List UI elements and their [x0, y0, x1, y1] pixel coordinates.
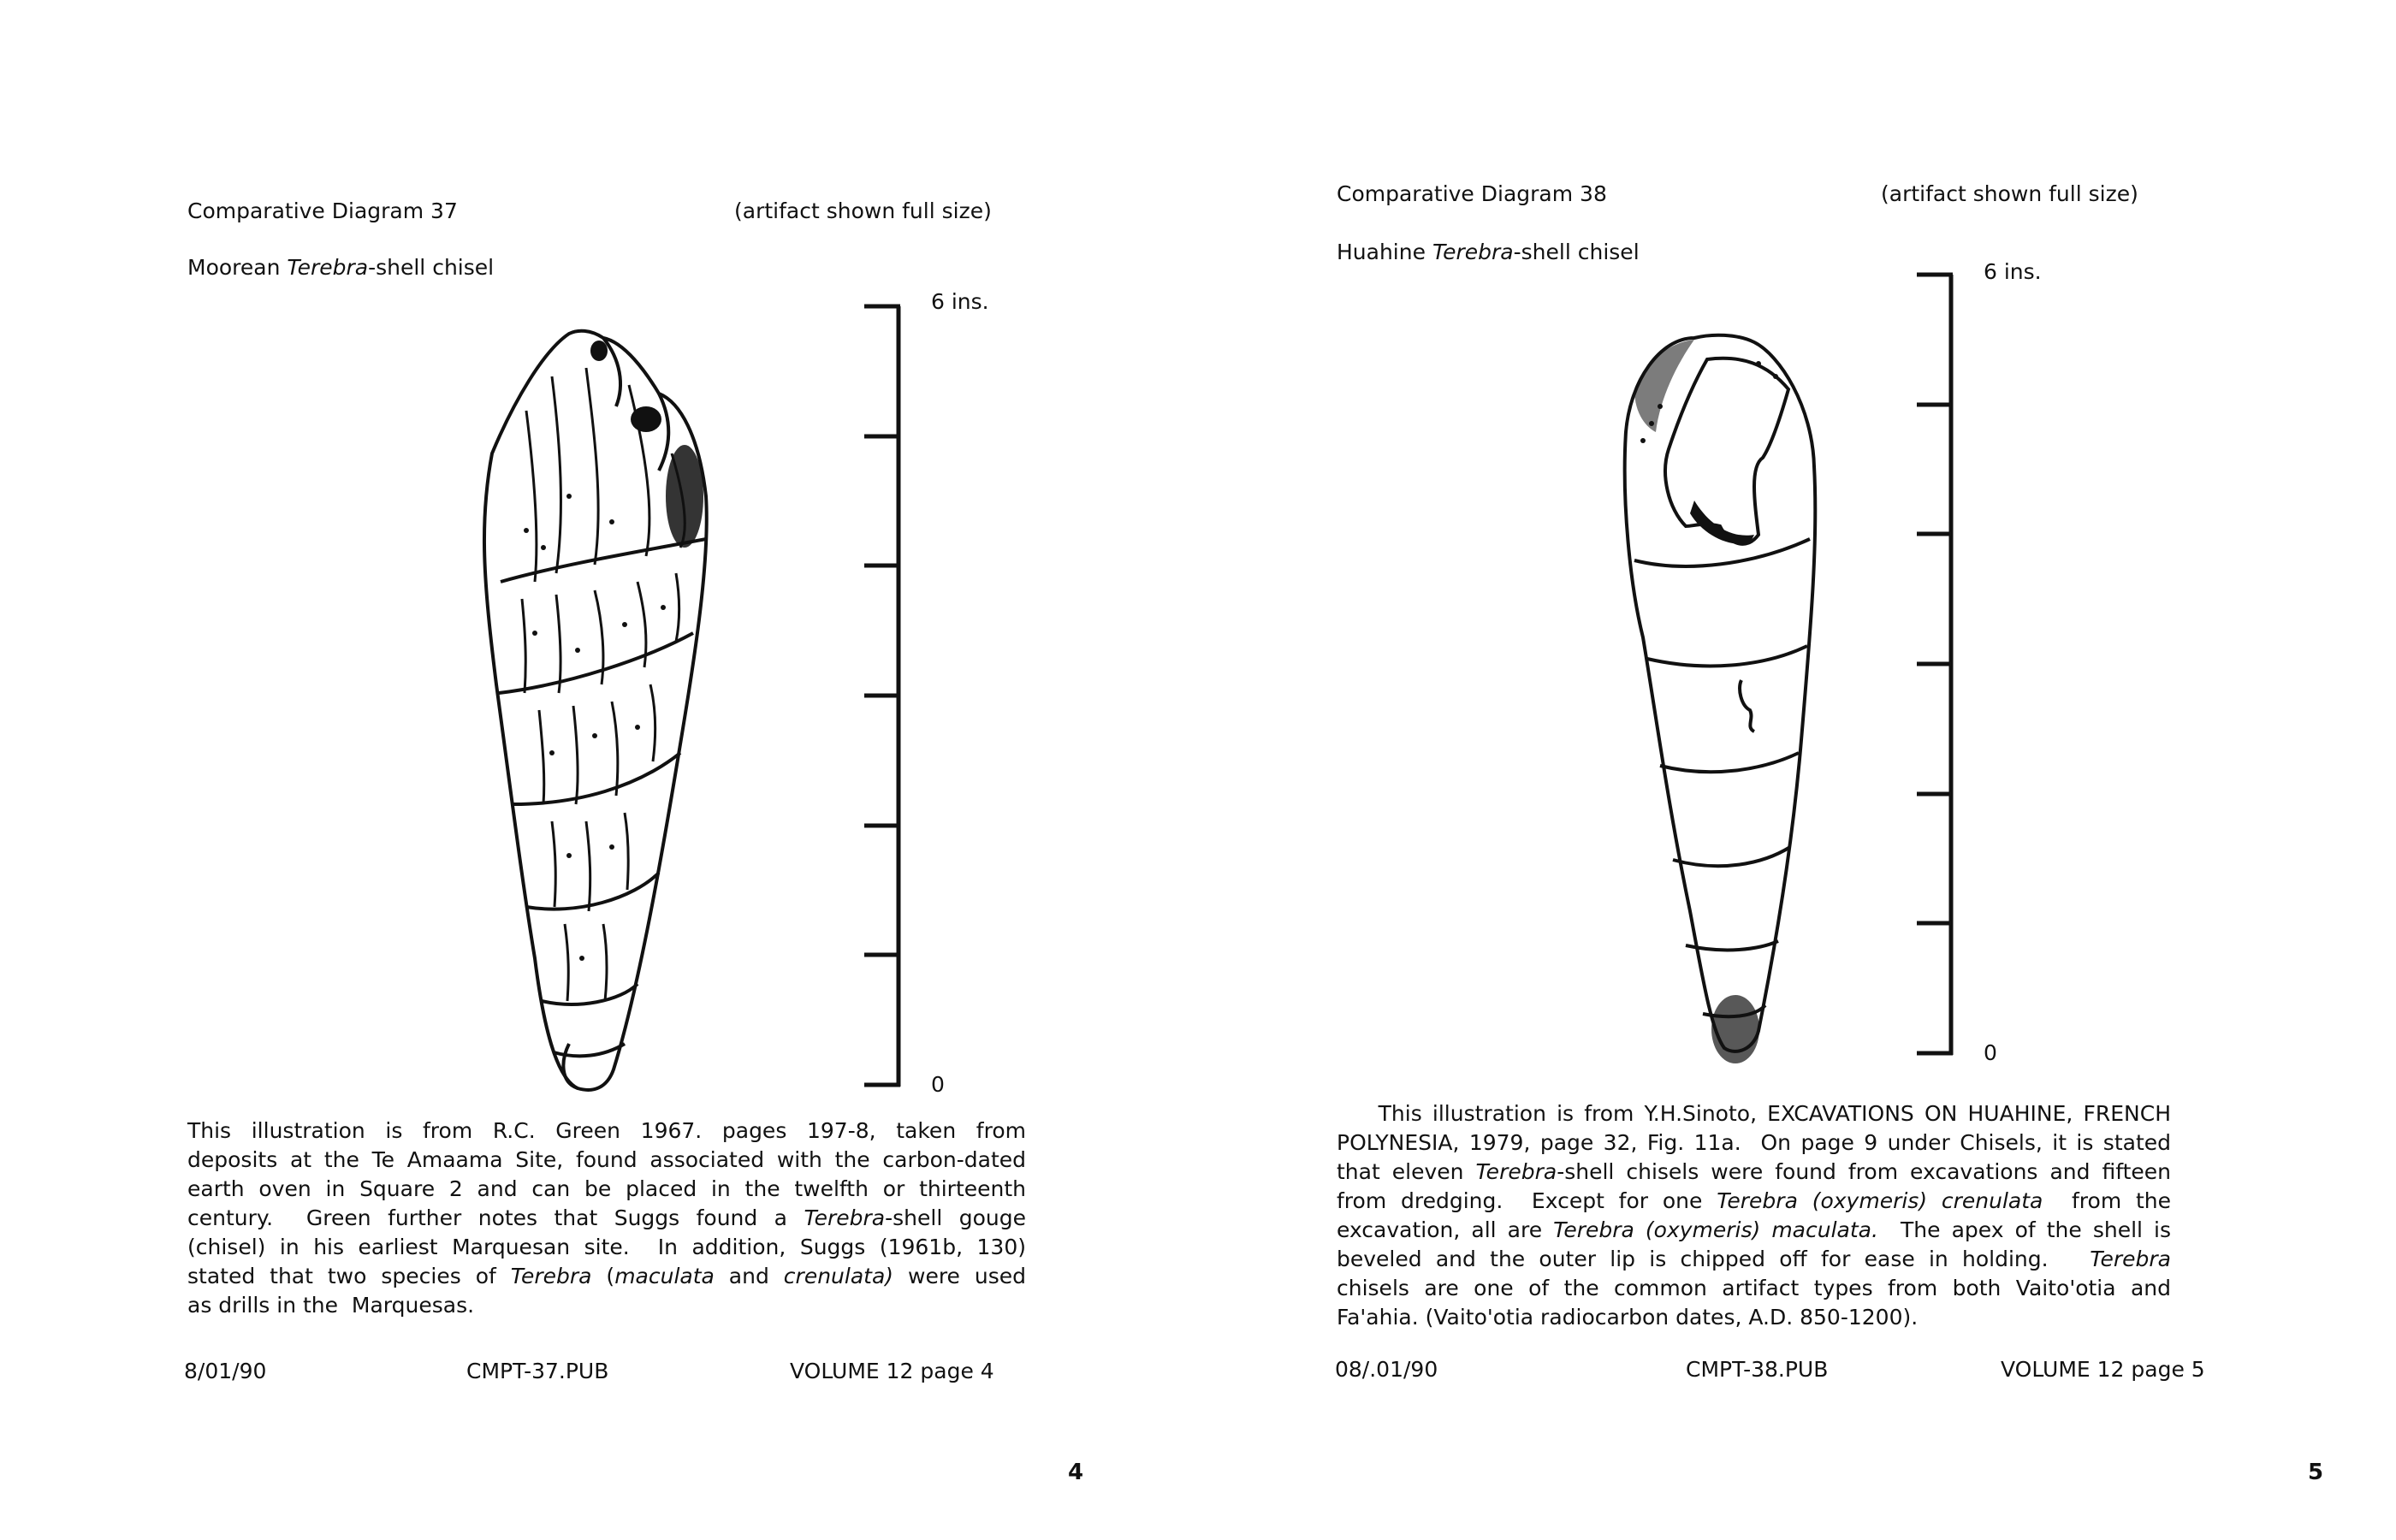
diagram-title: Comparative Diagram 38 — [1337, 181, 1607, 206]
body-text-run: POLYNESIA, 1979, page 32, Fig. 11a. On page 9 under Chisels, it is stated — [1337, 1130, 2171, 1155]
body-text-run: -shell chisels were found from excavations and fifteen — [1557, 1159, 2171, 1184]
scale-bottom-label: 0 — [1984, 1040, 1997, 1065]
body-text-run: chisels are one of the common artifact types from both Vaito'otia and — [1337, 1276, 2171, 1300]
body-text-run: (chisel) in his earliest Marquesan site. In addition, Suggs (1961b, 130) — [187, 1235, 1026, 1259]
body-italic-run: Terebra — [804, 1205, 886, 1230]
body-italic-run: crenulata) — [783, 1264, 894, 1288]
body-italic-run: Terebra (oxymeris) crenulata — [1717, 1188, 2043, 1213]
body-text-run: -shell gouge — [885, 1205, 1026, 1230]
body-italic-run: maculata — [614, 1264, 715, 1288]
diagram-subtitle — [1337, 241, 1640, 263]
body-paragraph — [1337, 1099, 2171, 1332]
body-line — [1337, 1303, 2171, 1332]
footer-volume: VOLUME 12 page 4 — [790, 1359, 994, 1383]
body-italic-run: Terebra — [510, 1264, 592, 1288]
body-text-run: as drills in the Marquesas. — [187, 1293, 475, 1318]
scale-top-label: 6 ins. — [1984, 259, 2042, 284]
body-text-run: that eleven — [1337, 1159, 1476, 1184]
body-italic-run: Terebra — [2090, 1247, 2171, 1271]
body-text-run: were used — [893, 1264, 1027, 1288]
footer-date: 08/.01/90 — [1335, 1357, 1438, 1382]
body-text-run: The apex of the shell is — [1877, 1217, 2171, 1242]
body-text-run: excavation, all are — [1337, 1217, 1554, 1242]
body-line — [1337, 1099, 2171, 1128]
body-text-run: Fa'ahia. (Vaito'otia radiocarbon dates, A.D. 850-1200). — [1337, 1305, 1919, 1330]
body-line — [1337, 1158, 2171, 1187]
footer-volume: VOLUME 12 page 5 — [2001, 1357, 2205, 1382]
body-text-run: stated that two species of — [187, 1264, 511, 1288]
body-line — [1337, 1216, 2171, 1245]
subtitle-italic: Terebra — [1432, 240, 1514, 264]
body-text-run: deposits at the Te Amaama Site, found associated with the carbon-dated — [187, 1147, 1026, 1172]
body-text-run: ( — [591, 1264, 615, 1288]
footer-date: 8/01/90 — [184, 1359, 267, 1383]
body-text-run: from dredging. Except for one — [1337, 1188, 1717, 1213]
body-line — [1337, 1128, 2171, 1158]
shell-chisel-drawing — [1609, 329, 1831, 1069]
body-italic-run: Terebra (oxymeris) maculata. — [1553, 1217, 1878, 1242]
body-line — [187, 1291, 1026, 1320]
subtitle-text: Moorean — [187, 255, 288, 280]
body-text-run: and — [714, 1264, 784, 1288]
body-text-run: from the — [2043, 1188, 2172, 1213]
subtitle-text-end: -shell chisel — [368, 255, 495, 280]
diagram-subtitle — [187, 257, 494, 278]
body-line — [187, 1175, 1026, 1204]
page-right — [1198, 0, 2396, 1540]
shell-chisel-drawing — [475, 325, 723, 1099]
inch-scale — [1917, 272, 1955, 1059]
scale-bottom-label: 0 — [931, 1072, 945, 1097]
body-text-run: This illustration is from R.C. Green 1967. pages 197-8, taken from — [187, 1118, 1026, 1143]
body-line — [187, 1233, 1026, 1262]
body-line — [1337, 1245, 2171, 1274]
page-number: 5 — [2308, 1460, 2324, 1485]
full-size-note: (artifact shown full size) — [1881, 181, 2138, 206]
body-text-run: earth oven in Square 2 and can be placed in the twelfth or thirteenth — [187, 1176, 1026, 1201]
footer-file: CMPT-38.PUB — [1686, 1357, 1829, 1382]
full-size-note: (artifact shown full size) — [734, 198, 992, 223]
subtitle-text: Huahine — [1337, 240, 1432, 264]
subtitle-text-end: -shell chisel — [1513, 240, 1640, 264]
subtitle-italic: Terebra — [287, 255, 369, 280]
body-line — [187, 1204, 1026, 1233]
body-text-run: This illustration is from Y.H.Sinoto, EXCAVATIONS ON HUAHINE, FRENCH — [1337, 1101, 2171, 1126]
body-line — [1337, 1187, 2171, 1216]
body-line — [187, 1146, 1026, 1175]
body-line — [187, 1262, 1026, 1291]
body-italic-run: Terebra — [1475, 1159, 1557, 1184]
body-text-run: century. Green further notes that Suggs found a — [187, 1205, 804, 1230]
page-number: 4 — [1068, 1460, 1084, 1485]
footer-file: CMPT-37.PUB — [466, 1359, 609, 1383]
scale-top-label: 6 ins. — [931, 289, 989, 314]
body-line — [187, 1116, 1026, 1146]
body-text-run: beveled and the outer lip is chipped off for ease in holding. — [1337, 1247, 2091, 1271]
diagram-title: Comparative Diagram 37 — [187, 198, 458, 223]
inch-scale — [864, 304, 903, 1091]
body-paragraph — [187, 1116, 1026, 1320]
body-line — [1337, 1274, 2171, 1303]
